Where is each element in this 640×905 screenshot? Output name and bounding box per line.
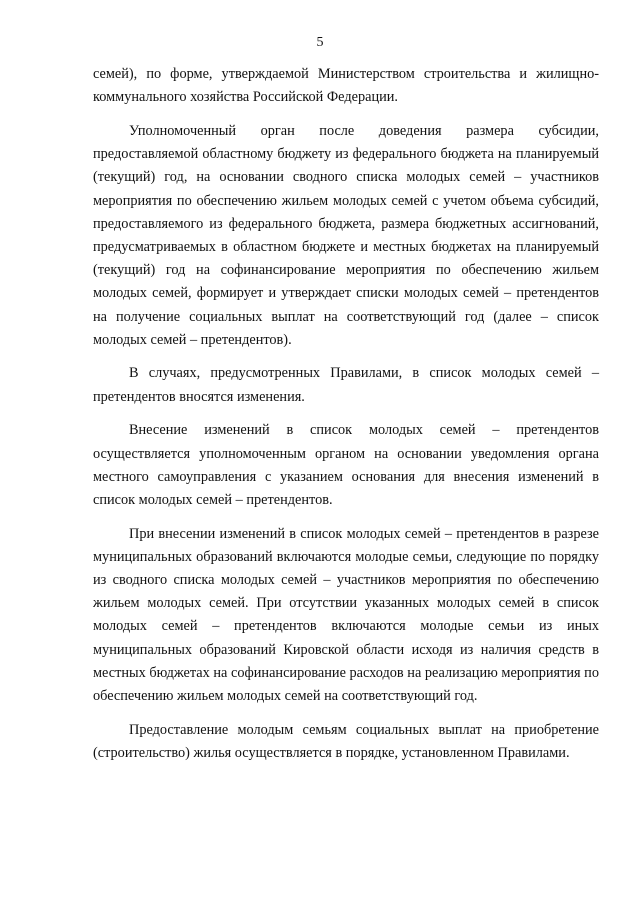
page-number: 5 bbox=[316, 35, 324, 50]
paragraph-authorized-body: Уполномоченный орган после доведения размера субсидии, предоставляемой областному бюджету из федерального бюджета на планируемый (текущий) год, на основании сводного списка молодых семей – участников мероприятия по обеспечению жильем молодых семей с учетом объема субсидий, предоставляемого из федерального бюджета, размера бюджетных ассигнований, предусматриваемых в областном бюджете и местных бюджетах на планируемый (текущий) год на софинансирование мероприятия по обеспечению жильем молодых семей, формирует и утверждает списки молодых семей – претендентов на получение социальных выплат на соответствующий год (далее – список молодых семей – претендентов). bbox=[93, 122, 599, 348]
paragraph-changes-procedure: Внесение изменений в список молодых семей – претендентов осуществляется уполномоченным органом на основании уведомления органа местного самоуправления с указанием основания для внесения изменений в список молодых семей – претендентов. bbox=[93, 422, 599, 508]
paragraph-continuation: семей), по форме, утверждаемой Министерством строительства и жилищно-коммунального хозяйства Российской Федерации. bbox=[93, 66, 599, 106]
document-body bbox=[93, 63, 599, 765]
paragraph-payments: Предоставление молодым семьям социальных выплат на приобретение (строительство) жилья осуществляется в порядке, установленном Правилами. bbox=[93, 721, 599, 761]
paragraph-changes-cases: В случаях, предусмотренных Правилами, в список молодых семей – претендентов вносятся изменения. bbox=[93, 365, 599, 405]
paragraph-changes-inclusion: При внесении изменений в список молодых семей – претендентов в разрезе муниципальных образований включаются молодые семьи, следующие по порядку из сводного списка молодых семей – участников мероприятия по обеспечению жильем молодых семей. При отсутствии указанных молодых семей в список молодых семей – претендентов включаются молодые семьи из иных муниципальных образований Кировской области исходя из наличия средств в местных бюджетах на софинансирование расходов на реализацию мероприятия по обеспечению жильем молодых семей на соответствующий год. bbox=[93, 525, 599, 705]
